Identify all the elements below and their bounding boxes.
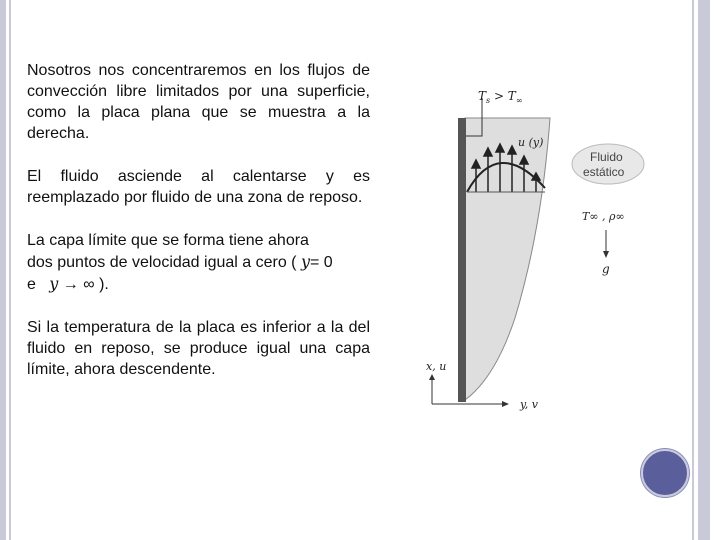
text-block [27, 60, 370, 402]
var-y-2: y [49, 274, 59, 293]
ts-label: $T_s > T_\infty$ [478, 89, 523, 105]
convection-diagram [420, 78, 670, 423]
x-axis-label: x, u [426, 360, 447, 373]
boundary-layer [465, 118, 550, 400]
infinity-symbol: ∞ [83, 276, 95, 293]
conjunction: e [27, 276, 36, 293]
right-rail-thick [698, 0, 710, 540]
paragraph-2: El fluido asciende al calentarse y es reemplazado por fluido de una zona de reposo. [27, 168, 370, 206]
gravity-arrow-head [603, 251, 609, 258]
paragraph-3-line-2: dos puntos de velocidad igual a cero ( [27, 254, 297, 271]
paragraph-3 [27, 230, 370, 295]
tinf-rho-label: T∞ , ρ∞ [582, 210, 625, 223]
gravity-label: g [602, 262, 610, 276]
paragraph-4: Si la temperatura de la placa es inferior a la del fluido en reposo, se produce igual una capa límite, ahora descendente. [27, 319, 370, 378]
left-rail-thin [9, 0, 11, 540]
var-y: y [300, 252, 311, 271]
y-axis-label: y, v [520, 398, 538, 411]
right-rail-thin [692, 0, 694, 540]
cloud-text-2: estático [583, 165, 625, 179]
closing: ). [99, 276, 109, 293]
u-label: u (y) [518, 136, 544, 149]
x-axis-arrowhead [429, 374, 435, 380]
paragraph-1: Nosotros nos concentraremos en los flujos de convección libre limitados por una superficie, como la placa plana que se muestra a la derecha. [27, 62, 370, 142]
left-rail-thick [0, 0, 6, 540]
cloud-text-1: Fluido [590, 150, 623, 164]
arrow-symbol: → [62, 276, 79, 293]
decorative-circle [641, 449, 689, 497]
eq-zero: = 0 [310, 254, 333, 271]
heated-plate [458, 118, 466, 402]
y-axis-arrowhead [502, 401, 509, 407]
paragraph-3-line-1: La capa límite que se forma tiene ahora [27, 232, 309, 249]
